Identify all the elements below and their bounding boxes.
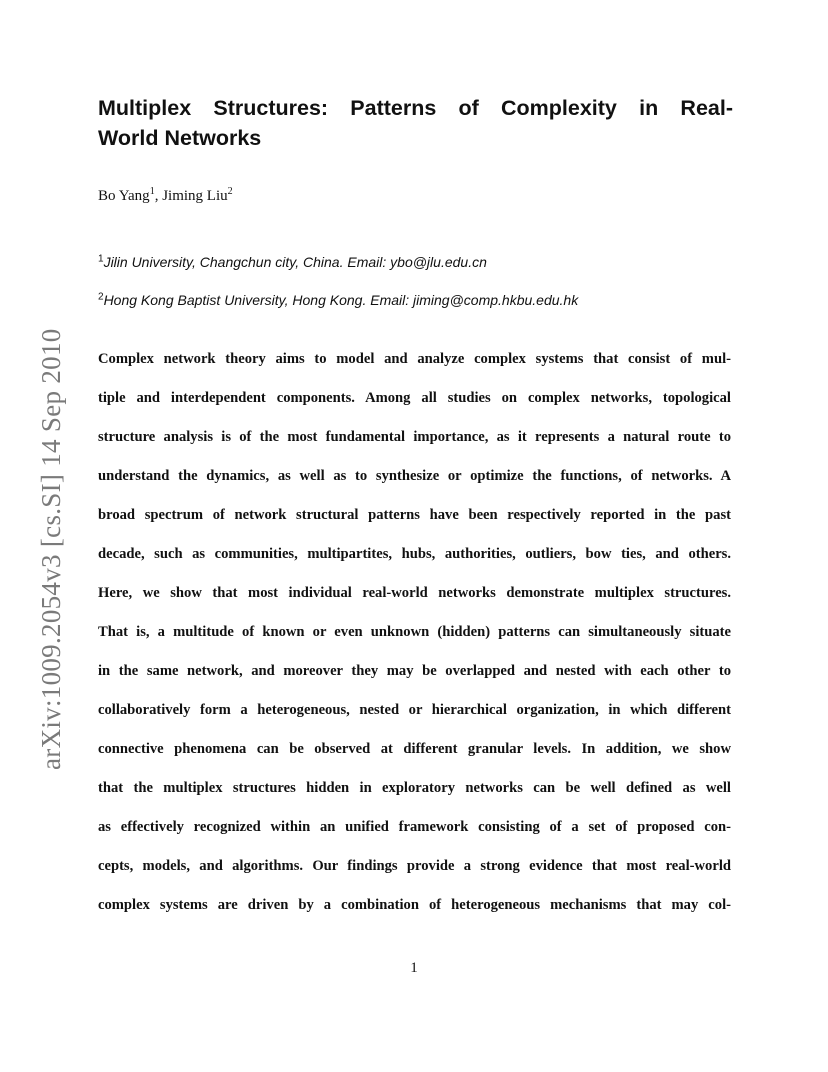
abstract-line: decade, such as communities, multipartites, hubs, authorities, outliers, bow ties, and others. <box>98 546 731 562</box>
abstract-line: cepts, models, and algorithms. Our findings provide a strong evidence that most real-world <box>98 858 731 874</box>
abstract-line: connective phenomena can be observed at different granular levels. In addition, we show <box>98 741 731 757</box>
title-line-2: World Networks <box>98 126 262 150</box>
abstract-line: tiple and interdependent components. Among all studies on complex networks, topological <box>98 390 731 406</box>
page-number: 1 <box>410 960 418 976</box>
affiliation-text: Hong Kong Baptist University, Hong Kong. Email: jiming@comp.hkbu.edu.hk <box>103 292 579 308</box>
arxiv-identifier-watermark: arXiv:1009.2054v3 [cs.SI] 14 Sep 2010 <box>36 328 66 770</box>
author-name: Jiming Liu <box>162 188 228 204</box>
abstract-line: That is, a multitude of known or even unknown (hidden) patterns can simultaneously situate <box>98 624 731 640</box>
abstract-line: Complex network theory aims to model and analyze complex systems that consist of mul- <box>98 351 731 367</box>
paper-title <box>98 93 733 153</box>
affiliation-1 <box>98 252 487 272</box>
abstract-line: structure analysis is of the most fundamental importance, as it represents a natural route to <box>98 429 731 445</box>
author-affiliation-mark: 1 <box>149 186 155 197</box>
abstract-line: Here, we show that most individual real-world networks demonstrate multiplex structures. <box>98 585 731 601</box>
title-line-1: Multiplex Structures: Patterns of Complexity in Real- <box>98 96 733 120</box>
author-separator: , <box>154 188 163 204</box>
affiliation-2 <box>98 290 578 310</box>
abstract-line: collaboratively form a heterogeneous, nested or hierarchical organization, in which different <box>98 702 731 718</box>
author-name: Bo Yang <box>98 188 150 204</box>
abstract-line: understand the dynamics, as well as to synthesize or optimize the functions, of networks. A <box>98 468 731 484</box>
abstract-line: complex systems are driven by a combination of heterogeneous mechanisms that may col- <box>98 897 731 913</box>
abstract-line: broad spectrum of network structural patterns have been respectively reported in the past <box>98 507 731 523</box>
author-list <box>98 186 233 206</box>
abstract-line: that the multiplex structures hidden in exploratory networks can be well defined as well <box>98 780 731 796</box>
abstract <box>98 349 731 934</box>
abstract-line: as effectively recognized within an unified framework consisting of a set of proposed con- <box>98 819 731 835</box>
affiliation-text: Jilin University, Changchun city, China. Email: ybo@jlu.edu.cn <box>103 254 487 270</box>
author-affiliation-mark: 2 <box>227 186 233 197</box>
abstract-line: in the same network, and moreover they may be overlapped and nested with each other to <box>98 663 731 679</box>
affiliation-mark: 2 <box>98 291 104 303</box>
affiliation-mark: 1 <box>98 253 104 265</box>
